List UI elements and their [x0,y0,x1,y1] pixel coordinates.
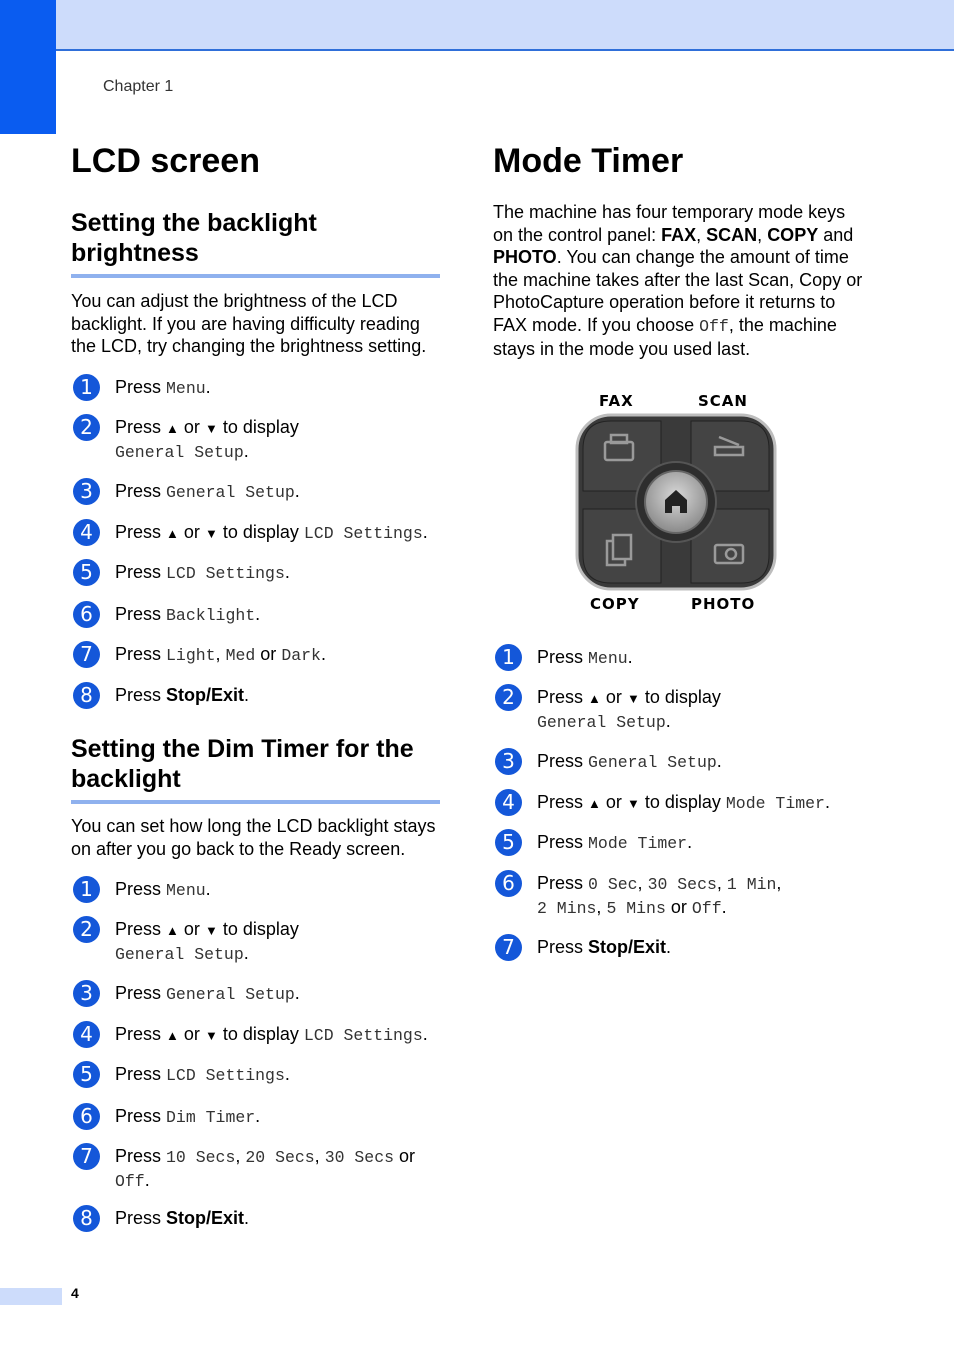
step-number: 1 [73,876,100,903]
step-number: 5 [73,1061,100,1088]
mode-keys-illustration [575,413,777,591]
down-arrow-icon: ▼ [626,796,640,811]
heading-dim-timer: Setting the Dim Timer for the backlight [71,734,440,804]
footer-bar [0,1288,62,1305]
down-arrow-icon: ▼ [204,421,218,436]
step-number: 1 [73,374,100,401]
step-number: 6 [495,870,522,897]
mode-timer-intro: The machine has four temporary mode keys on the control panel: FAX, SCAN, COPY and PHOTO. You can change the amount of time the machine takes after the last Scan, Copy or PhotoCapture operation before it returns to FAX mode. If you choose Off, the machine stays in the mode you used last. [493,202,863,359]
page-title-mode-timer: Mode Timer [493,142,684,180]
step-number: 5 [73,559,100,586]
up-arrow-icon: ▲ [588,691,601,706]
step-number: 2 [73,414,100,441]
step-number: 3 [73,980,100,1007]
dim-timer-intro: You can set how long the LCD backlight stays on after you go back to the Ready screen. [71,816,436,859]
chapter-label: Chapter 1 [103,78,174,95]
copy-key-label: COPY [590,595,640,613]
photo-key-label: PHOTO [691,595,756,613]
down-arrow-icon: ▼ [626,691,640,706]
scan-key-label: SCAN [698,392,748,410]
heading-backlight-brightness: Setting the backlight brightness [71,208,440,278]
page-number: 4 [71,1285,79,1301]
down-arrow-icon: ▼ [204,526,218,541]
header-band [0,0,954,51]
fax-key-label: FAX [599,392,634,410]
step-number: 4 [73,519,100,546]
up-arrow-icon: ▲ [166,923,179,938]
up-arrow-icon: ▲ [588,796,601,811]
up-arrow-icon: ▲ [166,421,179,436]
chapter-tab [0,0,56,134]
home-button[interactable] [645,471,707,533]
up-arrow-icon: ▲ [166,526,179,541]
step-number: 8 [73,682,100,709]
up-arrow-icon: ▲ [166,1028,179,1043]
step-number: 6 [73,601,100,628]
down-arrow-icon: ▼ [204,1028,218,1043]
step-number: 4 [495,789,522,816]
step-number: 5 [495,829,522,856]
step-number: 7 [495,934,522,961]
page-title-lcd-screen: LCD screen [71,142,260,180]
down-arrow-icon: ▼ [204,923,218,938]
backlight-intro: You can adjust the brightness of the LCD backlight. If you are having difficulty reading the LCD, try changing the brightness setting. [71,291,427,356]
step-number: 4 [73,1021,100,1048]
step-number: 1 [495,644,522,671]
step-number: 7 [73,641,100,668]
step-number: 8 [73,1205,100,1232]
step-number: 2 [73,916,100,943]
step-number: 2 [495,684,522,711]
step-number: 6 [73,1103,100,1130]
step-number: 3 [495,748,522,775]
step-number: 7 [73,1143,100,1170]
step-number: 3 [73,478,100,505]
